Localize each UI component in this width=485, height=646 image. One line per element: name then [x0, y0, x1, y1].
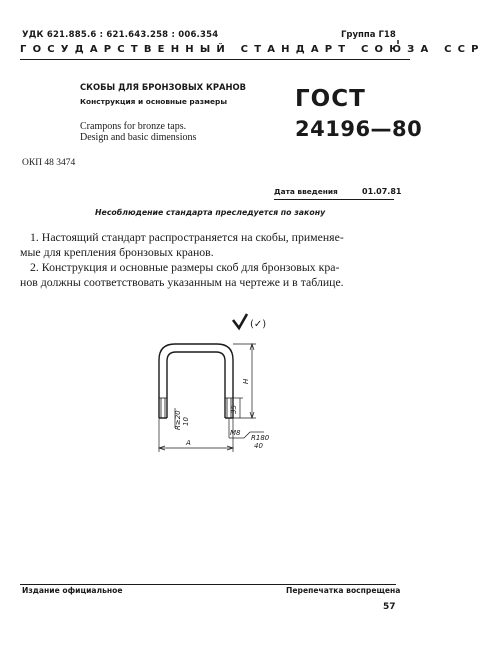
dim-r20-label: R≥20 — [174, 410, 182, 430]
dim-m8-label: M8 — [230, 429, 241, 437]
roughness-symbol — [233, 314, 266, 330]
reprint-notice: Перепечатка воспрещена — [286, 586, 401, 595]
paragraph-1-line-1: 1. Настоящий стандарт распространяется на скобы, применяе- — [30, 230, 344, 244]
okp-code: ОКП 48 3474 — [22, 158, 76, 168]
paragraph-1-line-2: мые для крепления бронзовых кранов. — [20, 245, 214, 259]
group-code: Группа Г18 — [341, 30, 396, 40]
dim-h-label: H — [242, 378, 250, 384]
dim-10-label: 10 — [182, 417, 190, 426]
title-english-line1: Crampons for bronze taps. — [80, 121, 187, 132]
paragraph-2-line-2: нов должны соответствовать указанным на чертеже и в таблице. — [20, 275, 344, 289]
thread-ends — [159, 398, 233, 418]
title-english-line2: Design and basic dimensions — [80, 132, 197, 143]
gost-label: ГОСТ — [295, 86, 366, 112]
roughness-label: (✓) — [250, 319, 267, 330]
page-number: 57 — [383, 602, 396, 612]
footer-rule — [20, 584, 396, 585]
legal-notice: Несоблюдение стандарта преследуется по закону — [95, 208, 326, 217]
u-clamp-body — [159, 344, 233, 418]
paragraph-2-line-1: 2. Конструкция и основные размеры скоб для бронзовых кра- — [30, 260, 340, 274]
intro-date-label: Дата введения — [274, 187, 338, 196]
subtitle-russian: Конструкция и основные размеры — [80, 97, 228, 106]
dim-a-label: A — [186, 439, 191, 447]
dim-40-label: 40 — [254, 442, 263, 450]
edition-label: Издание официальное — [22, 586, 123, 595]
dim-r180-label: R180 — [251, 434, 270, 442]
state-standard-heading: ГОСУДАРСТВЕННЫЙ СТАНДАРТ СОЮЗА ССР — [20, 44, 485, 55]
dimension-labels — [174, 378, 270, 450]
udk-code: УДК 621.885.6 : 621.643.258 : 006.354 — [22, 30, 219, 40]
gost-number: 24196—80 — [295, 117, 423, 141]
dim-35-label: 35 — [230, 405, 238, 414]
title-russian: СКОБЫ ДЛЯ БРОНЗОВЫХ КРАНОВ — [80, 82, 246, 92]
dimension-lines — [159, 344, 264, 452]
intro-date-value: 01.07.81 — [362, 187, 402, 196]
